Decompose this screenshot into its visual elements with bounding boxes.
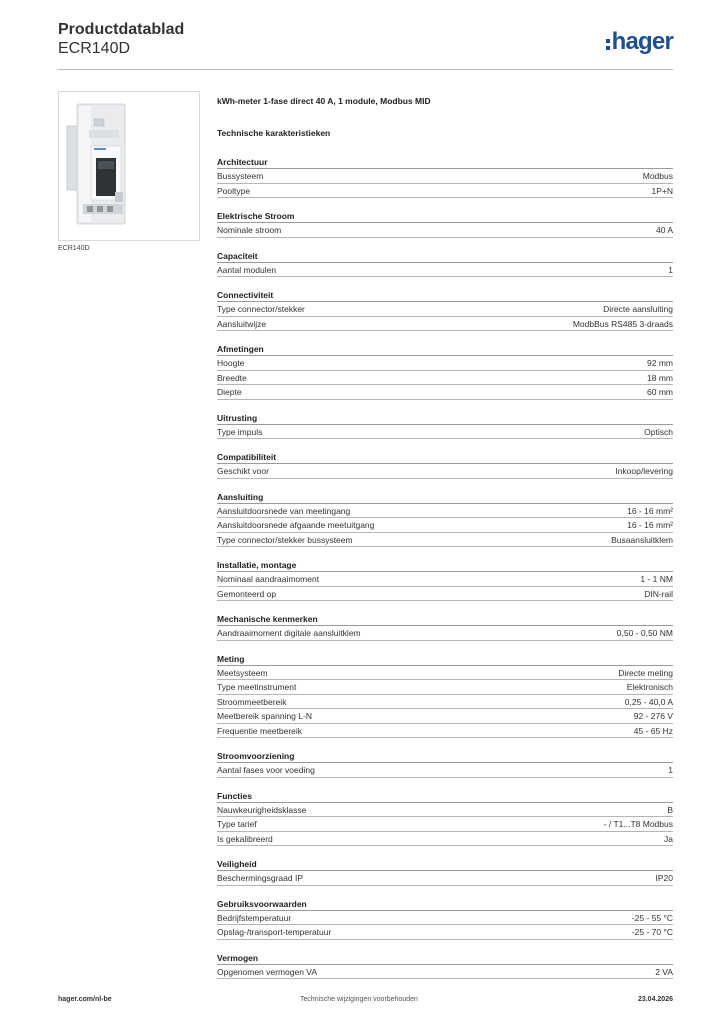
spec-group <box>217 652 673 739</box>
spec-label: Meetbereik spanning L-N <box>217 711 312 721</box>
spec-group <box>217 857 673 886</box>
spec-value: Modbus <box>642 171 673 181</box>
page-header <box>58 20 673 70</box>
spec-value: Optisch <box>644 426 673 437</box>
spec-group <box>217 450 673 479</box>
spec-group-title: Gebruiksvoorwaarden <box>217 897 673 911</box>
section-heading: Technische karakteristieken <box>217 128 331 138</box>
spec-value: 16 - 16 mm² <box>627 505 673 516</box>
spec-row <box>217 504 673 519</box>
spec-label: Aandraaimoment digitale aansluitklem <box>217 628 361 638</box>
spec-label: Nominaal aandraaimoment <box>217 574 320 584</box>
spec-label: Hoogte <box>217 358 245 368</box>
spec-group-title: Architectuur <box>217 155 673 169</box>
spec-label: Type tarief <box>217 819 257 829</box>
spec-value: 1 <box>668 264 673 275</box>
spec-value: 16 - 16 mm² <box>627 520 673 530</box>
spec-value: Elektronisch <box>626 682 673 692</box>
spec-row <box>217 263 673 278</box>
spec-value: Ja <box>664 833 673 844</box>
document-subtitle: ECR140D <box>58 40 131 57</box>
product-image-caption: ECR140D <box>58 245 90 252</box>
spec-label: Meetsysteem <box>217 667 268 678</box>
spec-group <box>217 249 673 278</box>
spec-row <box>217 317 673 332</box>
spec-row <box>217 533 673 548</box>
spec-group <box>217 951 673 980</box>
spec-group-title: Stroomvoorziening <box>217 749 673 763</box>
spec-group-title: Meting <box>217 652 673 666</box>
spec-value: IP20 <box>655 873 673 883</box>
spec-label: Type impuls <box>217 426 263 437</box>
spec-value: -25 - 55 °C <box>631 912 673 923</box>
spec-value: 18 mm <box>647 372 673 383</box>
spec-value: 92 mm <box>647 358 673 368</box>
spec-row <box>217 518 673 533</box>
spec-label: Type meetinstrument <box>217 682 297 692</box>
footer-notice: Technische wijzigingen voorbehouden <box>300 996 418 1003</box>
spec-value: DIN-rail <box>644 588 673 599</box>
product-description: kWh-meter 1-fase direct 40 A, 1 module, Modbus MID <box>217 96 431 106</box>
spec-label: Opslag-/transport-temperatuur <box>217 927 332 937</box>
spec-group <box>217 749 673 778</box>
spec-label: Type connector/stekker bussysteem <box>217 534 353 545</box>
spec-group-title: Uitrusting <box>217 411 673 425</box>
spec-value: B <box>667 804 673 815</box>
spec-label: Aansluitdoorsnede van meetingang <box>217 505 351 516</box>
spec-group <box>217 612 673 641</box>
spec-label: Diepte <box>217 387 242 397</box>
spec-row <box>217 724 673 739</box>
spec-label: Pooltype <box>217 185 251 196</box>
energy-meter-image <box>59 92 199 240</box>
spec-value: 1 - 1 NM <box>640 574 673 584</box>
spec-row <box>217 666 673 681</box>
spec-row <box>217 680 673 695</box>
spec-label: Aantal fases voor voeding <box>217 765 315 775</box>
spec-label: Beschermingsgraad IP <box>217 873 303 883</box>
spec-row <box>217 169 673 184</box>
footer-website: hager.com/nl-be <box>58 996 112 1003</box>
spec-row <box>217 871 673 886</box>
spec-label: Opgenomen vermogen VA <box>217 966 318 977</box>
spec-label: Geschikt voor <box>217 466 269 476</box>
logo-dots-icon <box>606 39 610 50</box>
spec-value: ModbBus RS485 3-draads <box>572 318 673 329</box>
spec-row <box>217 385 673 400</box>
spec-group <box>217 411 673 440</box>
spec-group-title: Compatibiliteit <box>217 450 673 464</box>
spec-group <box>217 342 673 400</box>
spec-row <box>217 356 673 371</box>
spec-group <box>217 288 673 331</box>
spec-value: 0,50 - 0,50 NM <box>616 628 673 638</box>
page-footer <box>58 996 673 1010</box>
spec-value: Directe meting <box>618 667 673 678</box>
spec-value: Inkoop/levering <box>615 466 673 476</box>
document-title: Productdatablad <box>58 21 185 38</box>
spec-label: Nauwkeurigheidsklasse <box>217 804 307 815</box>
spec-row <box>217 371 673 386</box>
spec-group-title: Installatie, montage <box>217 558 673 572</box>
spec-value: 1 <box>668 765 673 775</box>
spec-value: Busaansluitklem <box>611 534 673 545</box>
specifications <box>217 96 673 990</box>
spec-group <box>217 490 673 548</box>
spec-label: Aansluitdoorsnede afgaande meetuitgang <box>217 520 375 530</box>
hager-logo <box>606 29 673 55</box>
spec-row <box>217 184 673 199</box>
spec-row <box>217 223 673 238</box>
spec-row <box>217 832 673 847</box>
spec-group <box>217 558 673 601</box>
spec-groups <box>217 155 673 979</box>
spec-label: Nominale stroom <box>217 225 282 235</box>
spec-label: Stroommeetbereik <box>217 696 287 707</box>
spec-label: Breedte <box>217 372 247 383</box>
spec-group <box>217 155 673 198</box>
spec-group <box>217 789 673 847</box>
product-image <box>58 91 200 241</box>
spec-row <box>217 911 673 926</box>
spec-row <box>217 965 673 980</box>
spec-label: Frequentie meetbereik <box>217 725 303 736</box>
spec-group-title: Connectiviteit <box>217 288 673 302</box>
spec-label: Bussysteem <box>217 171 264 181</box>
spec-row <box>217 695 673 710</box>
spec-row <box>217 425 673 440</box>
spec-value: 92 - 276 V <box>633 711 673 721</box>
spec-value: 40 A <box>655 225 673 235</box>
spec-label: Gemonteerd op <box>217 588 277 599</box>
spec-value: -25 - 70 °C <box>631 927 673 937</box>
spec-row <box>217 572 673 587</box>
spec-row <box>217 626 673 641</box>
spec-group-title: Aansluiting <box>217 490 673 504</box>
spec-value: 60 mm <box>647 387 673 397</box>
spec-label: Is gekalibreerd <box>217 833 273 844</box>
spec-value: - / T1...T8 Modbus <box>603 819 673 829</box>
spec-row <box>217 302 673 317</box>
spec-row <box>217 464 673 479</box>
spec-group <box>217 897 673 940</box>
spec-group <box>217 209 673 238</box>
spec-value: 0,25 - 40,0 A <box>624 696 673 707</box>
spec-group-title: Functies <box>217 789 673 803</box>
spec-group-title: Veiligheid <box>217 857 673 871</box>
spec-group-title: Afmetingen <box>217 342 673 356</box>
spec-row <box>217 587 673 602</box>
spec-value: 1P+N <box>651 185 673 196</box>
spec-group-title: Mechanische kenmerken <box>217 612 673 626</box>
spec-value: 2 VA <box>655 966 673 977</box>
footer-date: 23.04.2026 <box>637 996 673 1003</box>
spec-row <box>217 763 673 778</box>
spec-row <box>217 817 673 832</box>
spec-group-title: Vermogen <box>217 951 673 965</box>
spec-row <box>217 709 673 724</box>
spec-group-title: Elektrische Stroom <box>217 209 673 223</box>
spec-value: 45 - 65 Hz <box>633 725 673 736</box>
spec-label: Type connector/stekker <box>217 304 305 314</box>
spec-label: Aansluitwijze <box>217 318 267 329</box>
spec-row <box>217 925 673 940</box>
spec-label: Aantal modulen <box>217 264 277 275</box>
spec-row <box>217 803 673 818</box>
spec-value: Directe aansluiting <box>603 304 673 314</box>
spec-label: Bedrijfstemperatuur <box>217 912 292 923</box>
spec-group-title: Capaciteit <box>217 249 673 263</box>
logo-text: hager <box>611 28 673 55</box>
